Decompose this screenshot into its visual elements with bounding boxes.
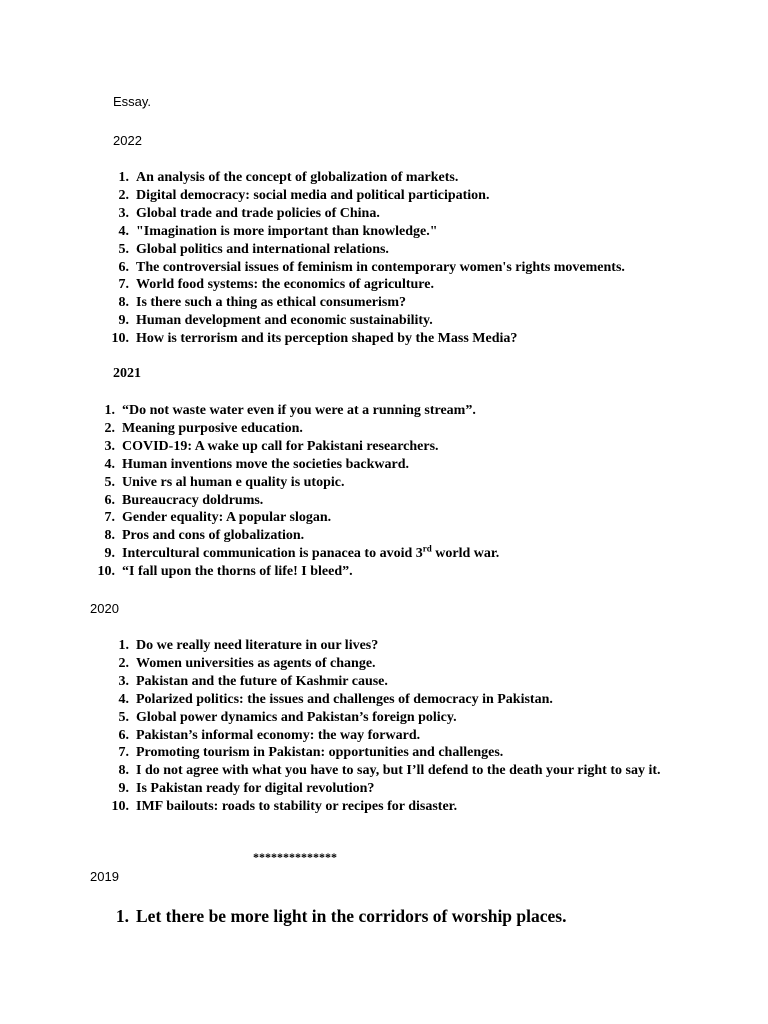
list-item: 10. IMF bailouts: roads to stability or recipes for disaster. (111, 799, 458, 815)
list-item: 4. Polarized politics: the issues and challenges of democracy in Pakistan. (118, 691, 553, 707)
list-item: 6. Pakistan’s informal economy: the way forward. (118, 727, 421, 743)
year-heading-2021: 2021 (113, 366, 141, 381)
list-item: 4. "Imagination is more important than knowledge." (118, 223, 438, 239)
list-item: 6. Bureaucracy doldrums. (104, 492, 264, 508)
list-item: 7. World food systems: the economics of agriculture. (118, 277, 434, 293)
list-item: 1. Do we really need literature in our lives? (118, 638, 379, 653)
essay-label: Essay. (113, 94, 152, 109)
separator-asterisks: ************** (253, 850, 337, 864)
list-item: 8. Pros and cons of globalization. (104, 528, 305, 544)
question-list-2019 (115, 905, 567, 927)
year-heading-2019: 2019 (90, 869, 119, 884)
list-item: 9. Human development and economic sustainability. (118, 313, 433, 329)
list-item: 10. How is terrorism and its perception shaped by the Mass Media? (111, 331, 518, 347)
year-heading-2020: 2020 (90, 601, 119, 616)
question-list-2021 (97, 402, 500, 581)
list-item: 9. Is Pakistan ready for digital revolution? (118, 781, 375, 797)
list-item: 2. Women universities as agents of change. (118, 655, 376, 671)
list-item: 7. Gender equality: A popular slogan. (104, 510, 332, 526)
list-item: 2. Digital democracy: social media and political participation. (118, 187, 490, 203)
list-item: 10. “I fall upon the thorns of life! I bleed”. (97, 564, 353, 580)
list-item: 9. Intercultural communication is panacea to avoid 3rd world war. (104, 543, 500, 562)
list-item: 1. Let there be more light in the corridors of worship places. (115, 906, 567, 926)
list-item: 3. Pakistan and the future of Kashmir cause. (118, 673, 388, 689)
list-item: 5. Global power dynamics and Pakistan’s foreign policy. (118, 709, 457, 725)
list-item: 2. Meaning purposive education. (104, 420, 303, 436)
list-item: 1. “Do not waste water even if you were at a running stream”. (104, 403, 476, 418)
list-item: 5. Global politics and international relations. (118, 241, 389, 257)
list-item: 7. Promoting tourism in Pakistan: opportunities and challenges. (118, 745, 504, 761)
question-list-2022 (111, 169, 625, 348)
list-item: 5. Unive rs al human e quality is utopic. (104, 474, 345, 490)
question-list-2020 (111, 637, 676, 816)
list-item: 8. Is there such a thing as ethical consumerism? (118, 295, 407, 311)
year-heading-2022: 2022 (113, 133, 142, 148)
list-item: 3. COVID-19: A wake up call for Pakistani researchers. (104, 438, 439, 454)
list-item: 3. Global trade and trade policies of China. (118, 205, 380, 221)
list-item: 1. An analysis of the concept of globalization of markets. (118, 170, 459, 185)
list-item: 4. Human inventions move the societies backward. (104, 456, 409, 472)
list-item: 8. I do not agree with what you have to say, but I’ll defend to the death your right to say it. (118, 763, 661, 779)
list-item: 6. The controversial issues of feminism in contemporary women's rights movements. (118, 259, 625, 275)
